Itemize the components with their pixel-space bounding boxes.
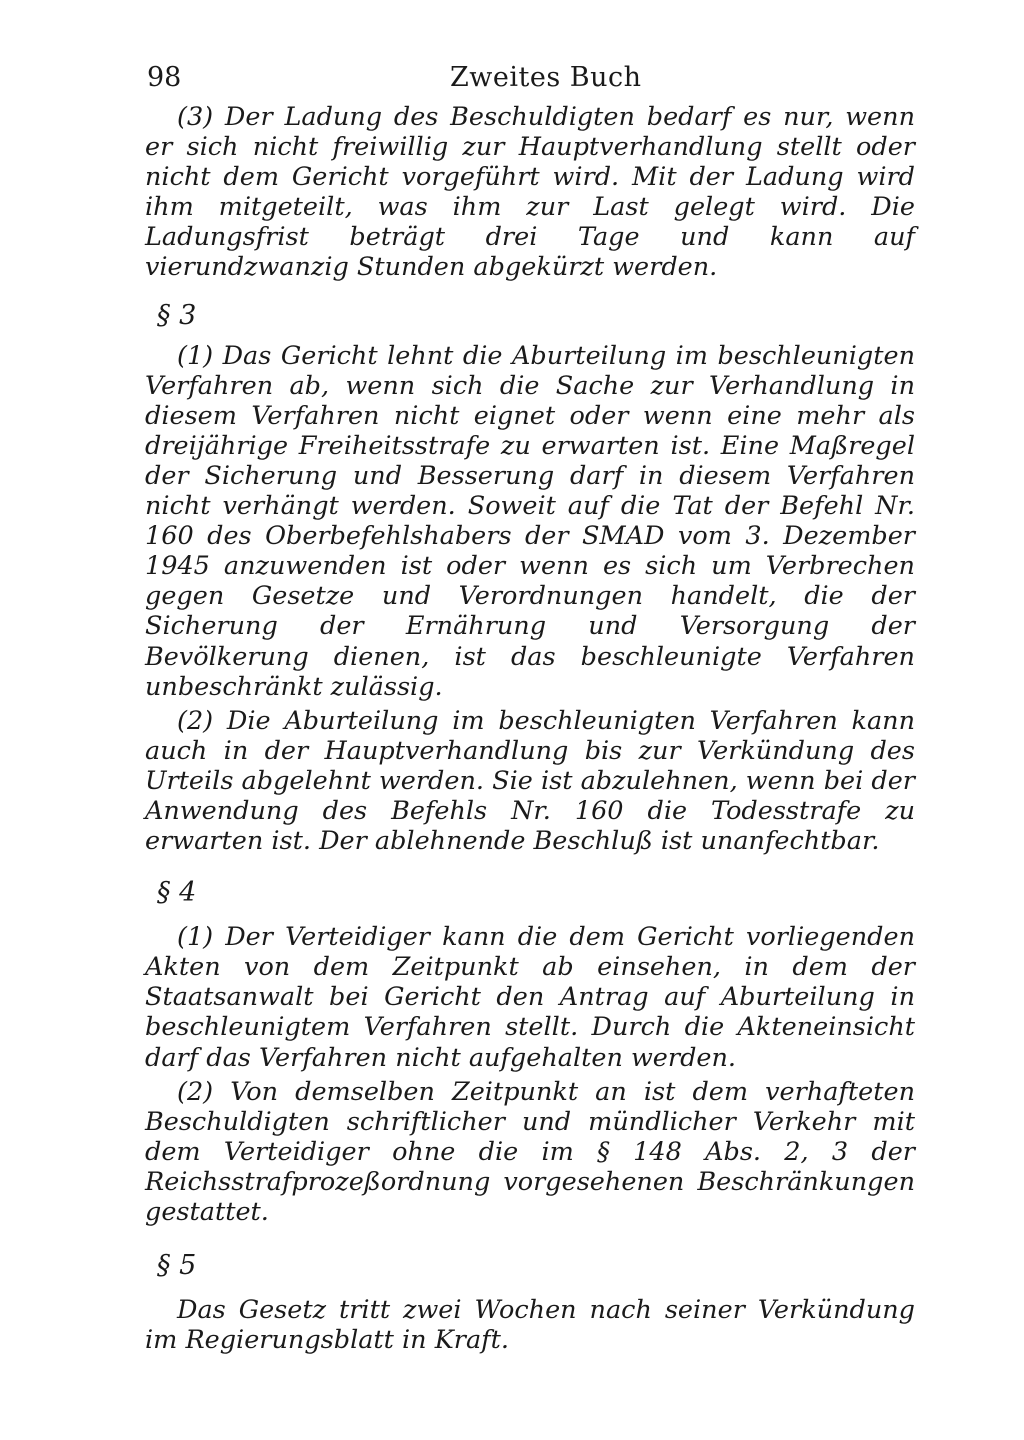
page-header [145, 58, 915, 102]
page-number: 98 [147, 62, 182, 93]
paragraph-2-3: (3) Der Ladung des Beschuldigten bedarf es nur, wenn er sich nicht freiwillig zur Hauptverhandlung stellt oder nicht dem Gericht vorgeführt wird. Mit der Ladung wird ihm mitgeteilt, was ihm zur Last gelegt wird. Die Ladungsfrist beträgt drei Tage und kann auf vierundzwanzig Stunden abgekürzt werden. [145, 102, 915, 283]
section-heading-4: § 4 [157, 877, 197, 909]
book-page [145, 58, 915, 1355]
paragraph-5: Das Gesetz tritt zwei Wochen nach seiner Verkündung im Regierungsblatt in Kraft. [145, 1295, 915, 1356]
paragraph-3-2: (2) Die Aburteilung im beschleunigten Verfahren kann auch in der Hauptverhandlung bis zur Verkündung des Urteils abgelehnt werden. Sie ist abzulehnen, wenn bei der Anwendung des Befehls Nr. 160 die Todesstrafe zu erwarten ist. Der ablehnende Beschluß ist unanfechtbar. [145, 705, 915, 857]
paragraph-3-1: (1) Das Gericht lehnt die Aburteilung im beschleunigten Verfahren ab, wenn sich die Sache zur Verhandlung in diesem Verfahren nicht eignet oder wenn eine mehr als dreijährige Freiheitsstrafe zu erwarten ist. Eine Maßregel der Sicherung und Besserung darf in diesem Verfahren nicht verhängt werden. Soweit auf die Tat der Befehl Nr. 160 des Oberbefehlshabers der SMAD vom 3. Dezember 1945 anzuwenden ist oder wenn es sich um Verbrechen gegen Gesetze und Verordnungen handelt, die der Sicherung der Ernährung und Versorgung der Bevölkerung dienen, ist das beschleunigte Verfahren unbeschränkt zulässig. [145, 340, 915, 702]
section-heading-5: § 5 [157, 1250, 197, 1282]
page-body [145, 102, 915, 1355]
running-head: Zweites Buch [450, 62, 642, 93]
paragraph-4-1: (1) Der Verteidiger kann die dem Gericht vorliegenden Akten von dem Zeitpunkt ab einsehen, in dem der Staatsanwalt bei Gericht den Antrag auf Aburteilung in beschleunigtem Verfahren stellt. Durch die Akteneinsicht darf das Verfahren nicht aufgehalten werden. [145, 922, 915, 1073]
paragraph-4-2: (2) Von demselben Zeitpunkt an ist dem verhafteten Beschuldigten schriftlicher und mündlicher Verkehr mit dem Verteidiger ohne die im § 148 Abs. 2, 3 der Reichsstrafprozeßordnung vorgesehenen Beschränkungen gestattet. [145, 1076, 915, 1227]
section-heading-3: § 3 [157, 299, 197, 331]
